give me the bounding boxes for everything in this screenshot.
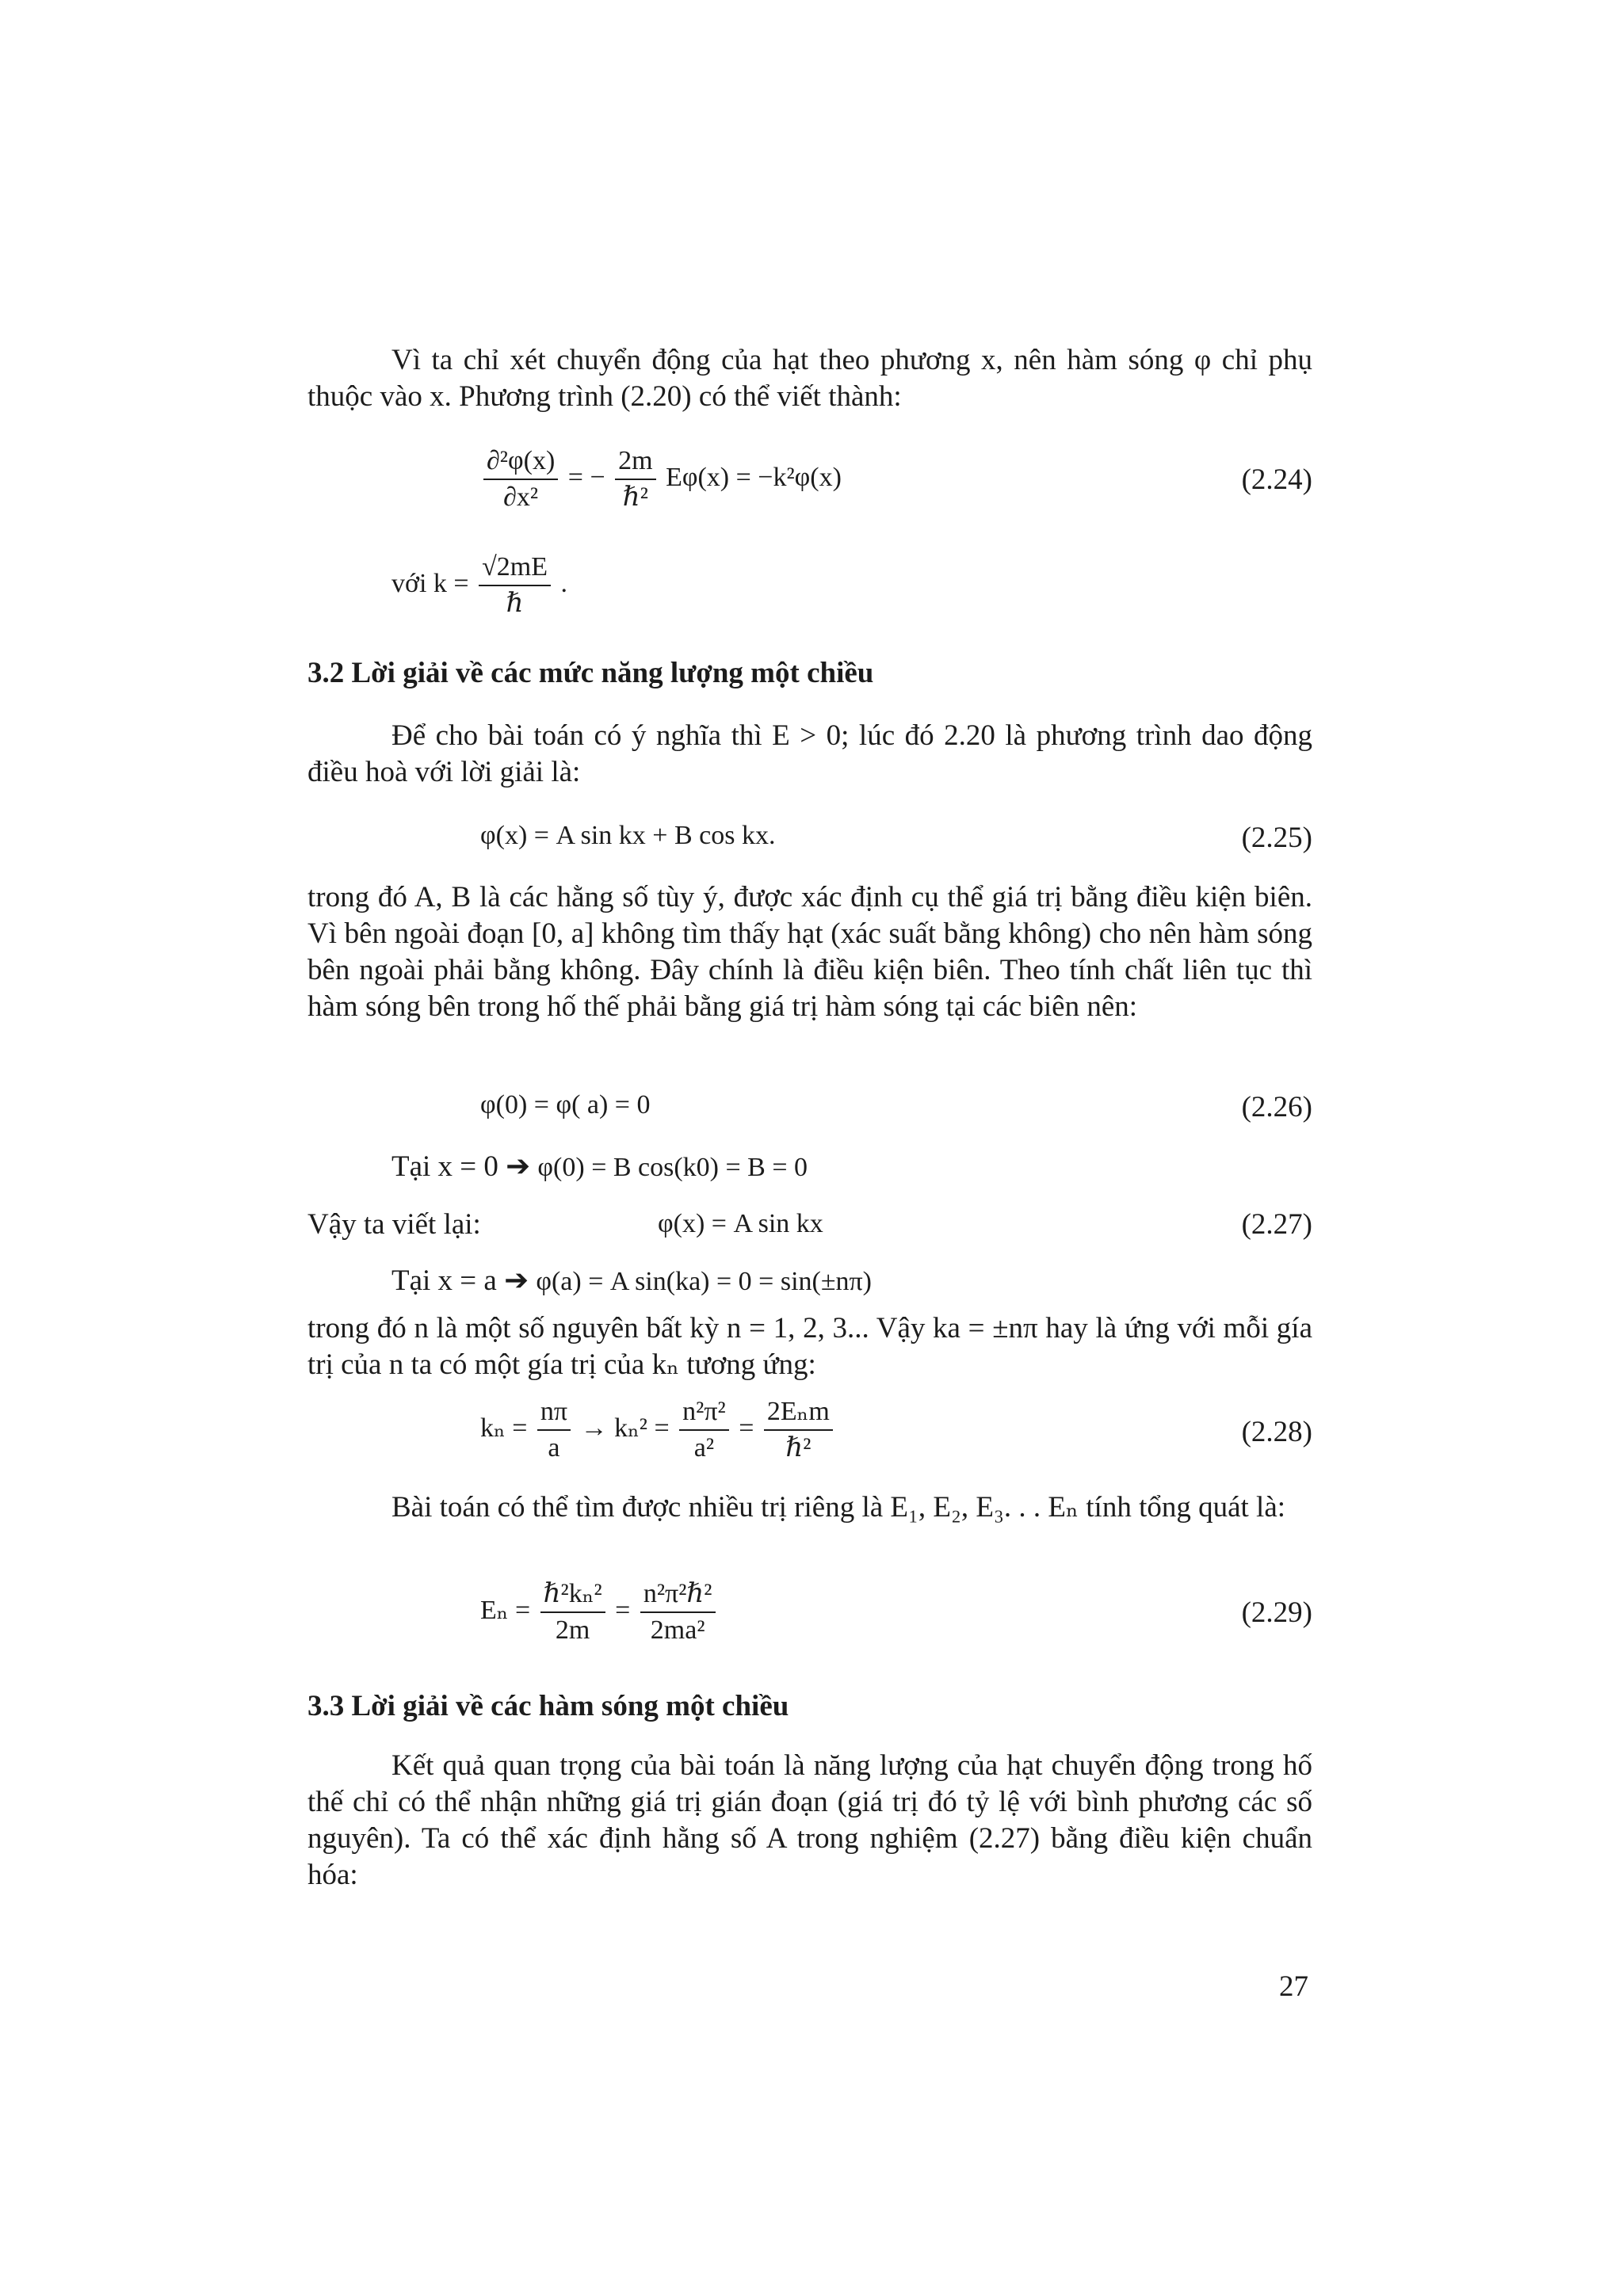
equation-2-27: φ(x) = A sin kx — [658, 1209, 823, 1238]
fraction — [764, 1394, 833, 1466]
equation-number: (2.25) — [1241, 822, 1312, 854]
denominator: a — [548, 1433, 560, 1463]
paragraph-eigenvalues: Bài toán có thể tìm được nhiều trị riêng là E₁, E₂, E₃. . . Eₙ tính tổng quát là: — [391, 1491, 1286, 1524]
line-rewrite-label: Vậy ta viết lại: — [307, 1208, 481, 1241]
expression: Eφ(x) = −k²φ(x) — [666, 462, 842, 492]
numerator: 2m — [615, 444, 655, 480]
expression: kₙ = — [480, 1413, 528, 1443]
equation-number: (2.29) — [1241, 1596, 1312, 1629]
fraction — [540, 1577, 605, 1648]
paragraph-integer-n: trong đó n là một số nguyên bất kỳ n = 1, 2, 3... Vậy ka = ±nπ hay là ứng với mỗi gía trị của n ta có một gía trị của kₙ tương ứng: — [307, 1312, 1312, 1381]
numerator: nπ — [537, 1394, 571, 1431]
operator: = — [739, 1413, 754, 1443]
expression: với k = — [391, 568, 469, 598]
denominator: a² — [693, 1433, 715, 1463]
denominator: ℏ² — [785, 1433, 812, 1463]
line-x-zero — [391, 1149, 808, 1184]
paragraph-boundary: trong đó A, B là các hằng số tùy ý, được xác định cụ thể giá trị bằng điều kiện biên. Vì bên ngoài đoạn [0, a] không tìm thấy hạt (xác suất bằng không) cho nên hàm sóng bên ngoài phải bằng không. Đây chính là điều kiện biên. Theo tính chất liên tục thì hàm sóng bên trong hố thế phải bằng giá trị hàm sóng tại các biên nên: — [307, 881, 1312, 1023]
equation-number: (2.28) — [1241, 1416, 1312, 1448]
paragraph-normalization: Kết quả quan trọng của bài toán là năng lượng của hạt chuyển động trong hố thế chỉ có thể nhận những giá trị gián đoạn (giá trị đó tỷ lệ với bình phương các số nguyên). Ta có thể xác định hằng số A trong nghiệm (2.27) bằng điều kiện chuẩn hóa: — [307, 1749, 1312, 1891]
equation-2-26: φ(0) = φ( a) = 0 — [480, 1090, 651, 1119]
fraction — [483, 444, 558, 515]
expression: . — [560, 568, 567, 598]
numerator: n²π²ℏ² — [640, 1577, 716, 1613]
denominator: 2ma² — [650, 1615, 705, 1645]
section-heading-3-2: 3.2 Lời giải về các mức năng lượng một chiều — [307, 657, 874, 689]
text: Tại x = 0 ➔ — [391, 1150, 538, 1183]
paragraph-intro: Vì ta chỉ xét chuyển động của hạt theo phương x, nên hàm sóng φ chỉ phụ thuộc vào x. Phương trình (2.20) có thể viết thành: — [307, 344, 1312, 413]
denominator: 2m — [555, 1615, 590, 1645]
fraction — [537, 1394, 571, 1466]
equation-number: (2.26) — [1241, 1091, 1312, 1123]
denominator: ℏ² — [622, 482, 648, 512]
equation-2-25: φ(x) = A sin kx + B cos kx. — [480, 821, 776, 850]
fraction — [479, 550, 551, 621]
fraction — [679, 1394, 729, 1466]
denominator: ℏ — [506, 589, 524, 618]
operator: = — [615, 1595, 631, 1625]
equation-2-24 — [480, 444, 842, 515]
paragraph-condition: Để cho bài toán có ý nghĩa thì E > 0; lúc đó 2.20 là phương trình dao động điều hoà với lời giải là: — [307, 719, 1312, 788]
text: Tại x = a ➔ — [391, 1264, 537, 1297]
page-number: 27 — [1279, 1970, 1308, 2003]
section-heading-3-3: 3.3 Lời giải về các hàm sóng một chiều — [307, 1690, 789, 1722]
fraction — [615, 444, 655, 515]
line-x-a — [391, 1263, 872, 1298]
equation-2-28 — [480, 1394, 836, 1466]
expression: φ(a) = A sin(ka) = 0 = sin(±nπ) — [536, 1267, 872, 1296]
equation-number: (2.24) — [1241, 463, 1312, 496]
equation-number: (2.27) — [1241, 1208, 1312, 1241]
k-definition — [391, 550, 567, 621]
expression: → kₙ² = — [580, 1413, 670, 1443]
equation-2-29 — [480, 1577, 719, 1648]
expression: φ(0) = B cos(k0) = B = 0 — [537, 1153, 808, 1182]
numerator: √2mE — [479, 550, 551, 586]
fraction — [640, 1577, 716, 1648]
expression: Eₙ = — [480, 1595, 531, 1625]
numerator: 2Eₙm — [764, 1394, 833, 1431]
numerator: ℏ²kₙ² — [540, 1577, 605, 1613]
denominator: ∂x² — [503, 482, 539, 512]
operator: = − — [567, 462, 605, 492]
numerator: ∂²φ(x) — [483, 444, 558, 480]
numerator: n²π² — [679, 1394, 729, 1431]
